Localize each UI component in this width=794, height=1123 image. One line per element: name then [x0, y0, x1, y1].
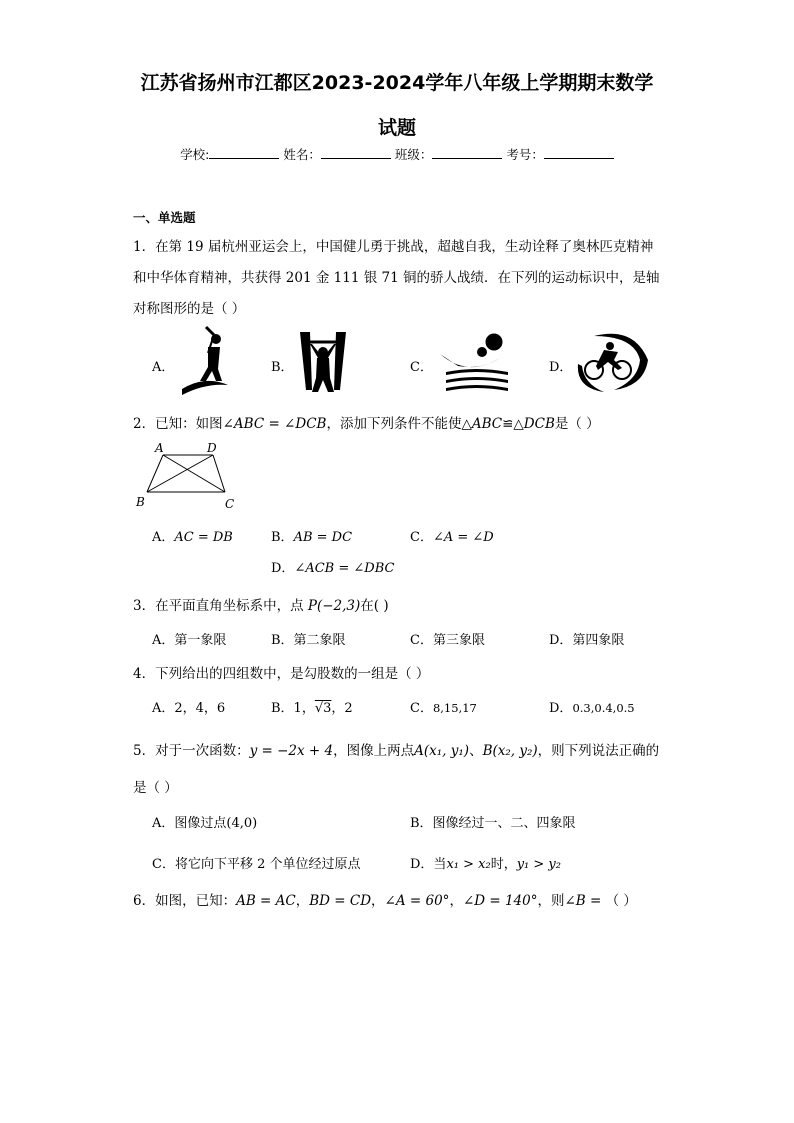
golfer-icon — [180, 325, 230, 397]
label-d: D — [207, 441, 217, 455]
student-info-line — [0, 145, 794, 163]
q1-stem-line3: 对称图形的是（ ） — [133, 301, 246, 317]
page-title-line1: 江苏省扬州市江都区2023-2024学年八年级上学期期末数学 — [140, 72, 654, 94]
q4-option-a[interactable]: A．2，4，6 — [152, 701, 226, 716]
q1-option-b-label[interactable]: B． — [271, 360, 294, 375]
q1-stem-line2: 和中华体育精神，共获得 201 金 111 银 71 铜的骄人战绩．在下列的运动标识中，是轴 — [133, 270, 660, 286]
sqrt-3: √3 — [314, 701, 332, 716]
q5-option-c[interactable]: C．将它向下平移 2 个单位经过原点 — [152, 857, 361, 872]
name-blank[interactable] — [321, 146, 391, 159]
exam-no-label: 考号： — [506, 147, 544, 162]
q4-option-d[interactable]: D．0.3,0.4,0.5 — [549, 701, 635, 716]
q5-option-b[interactable]: B．图像经过一、二、四象限 — [410, 816, 576, 831]
q3-option-d[interactable]: D．第四象限 — [549, 633, 625, 648]
school-label: 学校: — [180, 147, 210, 162]
label-a: A — [155, 441, 164, 455]
q5-option-d[interactable]: D．当x₁ > x₂时，y₁ > y₂ — [410, 857, 561, 872]
q5-option-a[interactable]: A．图像过点(4,0) — [152, 816, 258, 831]
q6-stem: 6．如图，已知：AB = AC，BD = CD，∠A = 60°，∠D = 140°，则∠B = （ ） — [133, 893, 637, 909]
weightlifter-icon — [298, 330, 348, 394]
q5-stem-line1: 5．对于一次函数：y = −2x + 4，图像上两点A(x₁, y₁)、B(x₂, y₂)，则下列说法正确的 — [133, 743, 660, 759]
q2-option-a[interactable]: A．AC = DB — [152, 530, 233, 545]
label-c: C — [225, 497, 235, 511]
q3-stem: 3．在平面直角坐标系中，点 P(−2,3)在( ) — [133, 598, 389, 614]
q4-option-c[interactable]: C．8,15,17 — [410, 701, 477, 716]
q3-option-a[interactable]: A．第一象限 — [152, 633, 227, 648]
page-title-line2: 试题 — [377, 117, 416, 139]
section-heading: 一、单选题 — [133, 210, 196, 225]
water-polo-icon — [438, 330, 514, 392]
q3-option-c[interactable]: C．第三象限 — [410, 633, 485, 648]
q3-option-b[interactable]: B．第二象限 — [271, 633, 346, 648]
q4-option-b[interactable]: B．1，√3，2 — [271, 701, 353, 716]
q2-option-b[interactable]: B．AB = DC — [271, 530, 353, 545]
cycling-icon — [574, 330, 650, 394]
q1-option-a-label[interactable]: A． — [152, 360, 175, 375]
q1-option-d-label[interactable]: D． — [549, 360, 573, 375]
q2-figure — [133, 440, 243, 512]
q4-stem: 4．下列给出的四组数中，是勾股数的一组是（ ） — [133, 666, 430, 682]
exam-no-blank[interactable] — [544, 146, 614, 159]
q2-option-d[interactable]: D．∠ACB = ∠DBC — [271, 561, 395, 576]
q1-stem-line1: 1．在第 19 届杭州亚运会上，中国健儿勇于挑战，超越自我，生动诠释了奥林匹克精神 — [133, 239, 654, 255]
q1-option-c-label[interactable]: C． — [410, 360, 433, 375]
name-label: 姓名： — [283, 147, 321, 162]
q2-option-c[interactable]: C．∠A = ∠D — [410, 530, 494, 545]
school-blank[interactable] — [209, 146, 279, 159]
label-b: B — [136, 495, 145, 509]
q5-stem-line2: 是（ ） — [133, 780, 178, 796]
class-label: 班级： — [394, 147, 433, 162]
class-blank[interactable] — [432, 146, 502, 159]
q2-stem: 2．已知：如图∠ABC = ∠DCB，添加下列条件不能使△ABC≌△DCB是（ ） — [133, 416, 600, 432]
